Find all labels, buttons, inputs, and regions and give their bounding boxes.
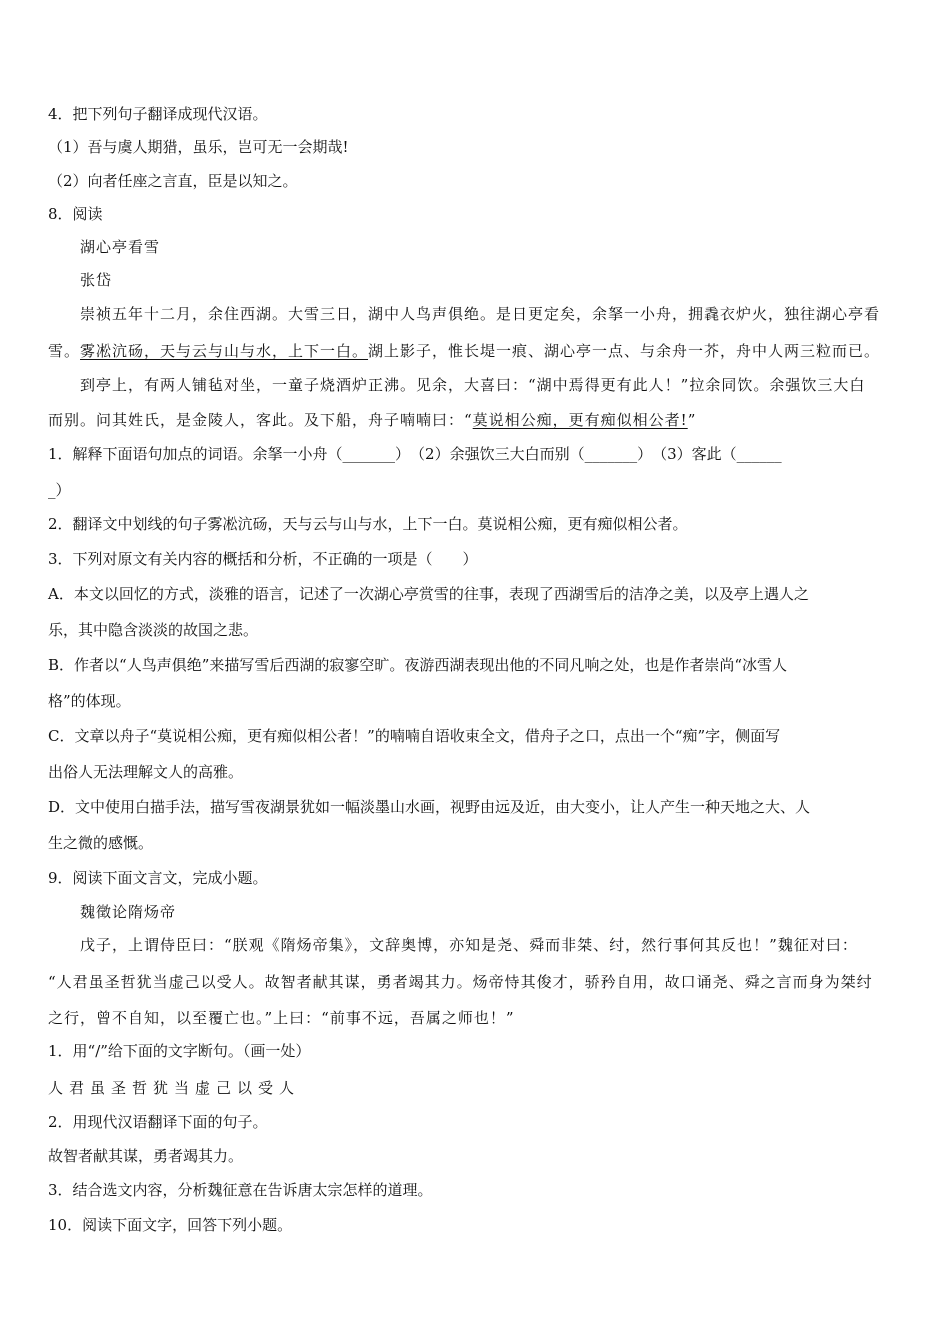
q9-passage-title: 魏徵论隋炀帝 [80, 903, 177, 921]
q8-passage-p1-line1: 崇祯五年十二月，余住西湖。大雪三日，湖中人鸟声俱绝。是日更定矣，余拏一小舟，拥毳衣炉火，独往湖心亭看 [80, 305, 881, 323]
text-span: ” [687, 411, 697, 429]
text-span: 而别。问其姓氏，是金陵人，客此。及下船，舟子喃喃曰：“ [48, 411, 473, 429]
option-a-line2: 乐，其中隐含淡淡的故国之悲。 [48, 621, 259, 639]
q8-passage-p1-line2 [48, 341, 880, 361]
q9-passage-line1: 戊子，上谓侍臣曰：“朕观《隋炀帝集》，文辞奥博，亦知是尧、舜而非桀、纣，然行事何其反也！”魏征对曰： [80, 936, 858, 954]
text-span: 雪。 [48, 342, 81, 360]
q9-title: 9．阅读下面文言文，完成小题。 [48, 869, 268, 887]
q9-passage-line2: “人君虽圣哲犹当虚己以受人。故智者献其谋，勇者竭其力。炀帝恃其俊才，骄矜自用，故口诵尧、舜之言而身为桀纣 [48, 973, 873, 991]
q8-passage-title: 湖心亭看雪 [80, 238, 161, 256]
q8-passage-p2-line1: 到亭上，有两人铺毡对坐，一童子烧酒炉正沸。见余，大喜曰：“湖中焉得更有此人！”拉余同饮。余强饮三大白 [80, 376, 866, 394]
q9-passage-line3: 之行，曾不自知，以至覆亡也。”上曰：“前事不远，吾属之师也！” [48, 1009, 515, 1027]
q8-sub2: 2．翻译文中划线的句子雾凇沆砀，天与云与山与水，上下一白。莫说相公痴，更有痴似相公者。 [48, 515, 688, 533]
text-span: 湖上影子，惟长堤一痕、湖心亭一点、与余舟一芥，舟中人两三粒而已。 [368, 342, 881, 360]
q9-sub3: 3．结合选文内容，分析魏征意在告诉唐太宗怎样的道理。 [48, 1181, 433, 1199]
underlined-sentence-1: 雾凇沆砀，天与云与山与水，上下一白。 [80, 342, 369, 360]
q8-sub1: 1．解释下面语句加点的词语。余拏一小舟（_______） （2）余强饮三大白而别（_______） （3）客此（______ [48, 445, 782, 463]
option-c-line1: C．文章以舟子“莫说相公痴，更有痴似相公者！”的喃喃自语收束全文，借舟子之口，点出一个“痴”字，侧面写 [48, 727, 781, 745]
q4-sentence-1: （1）吾与虞人期猎，虽乐，岂可无一会期哉! [48, 138, 349, 156]
option-d-line2: 生之微的感慨。 [48, 834, 154, 852]
underlined-sentence-2: 莫说相公痴，更有痴似相公者! [472, 411, 688, 429]
option-c-line2: 出俗人无法理解文人的高雅。 [48, 763, 244, 781]
q10-title: 10．阅读下面文字，回答下列小题。 [48, 1216, 293, 1234]
option-d-line1: D．文中使用白描手法，描写雪夜湖景犹如一幅淡墨山水画，视野由远及近，由大变小，让人产生一种天地之大、人 [48, 798, 811, 816]
q8-sub1-cont: _） [48, 481, 71, 499]
q4-sentence-2: （2）向者任座之言直，臣是以知之。 [48, 172, 298, 190]
q8-passage-p2-line2 [48, 410, 696, 430]
q8-title: 8．阅读 [48, 205, 103, 223]
q8-author: 张岱 [80, 271, 113, 289]
q9-sub1-text: 人君虽圣哲犹当虚己以受人 [48, 1079, 301, 1097]
q9-sub2-text: 故智者献其谋，勇者竭其力。 [48, 1147, 244, 1165]
option-b-line2: 格”的体现。 [48, 692, 131, 710]
q9-sub2: 2．用现代汉语翻译下面的句子。 [48, 1113, 268, 1131]
option-b-line1: B．作者以“人鸟声俱绝”来描写雪后西湖的寂寥空旷。夜游西湖表现出他的不同凡响之处，也是作者崇尚“冰雪人 [48, 656, 788, 674]
option-a-line1: A．本文以回忆的方式，淡雅的语言，记述了一次湖心亭赏雪的往事，表现了西湖雪后的洁净之美，以及亭上遇人之 [48, 585, 809, 603]
q8-sub3: 3．下列对原文有关内容的概括和分析，不正确的一项是（ ） [48, 550, 478, 568]
q4-title: 4．把下列句子翻译成现代汉语。 [48, 105, 268, 123]
q9-sub1: 1．用“/”给下面的文字断句。（画一处） [48, 1042, 311, 1060]
